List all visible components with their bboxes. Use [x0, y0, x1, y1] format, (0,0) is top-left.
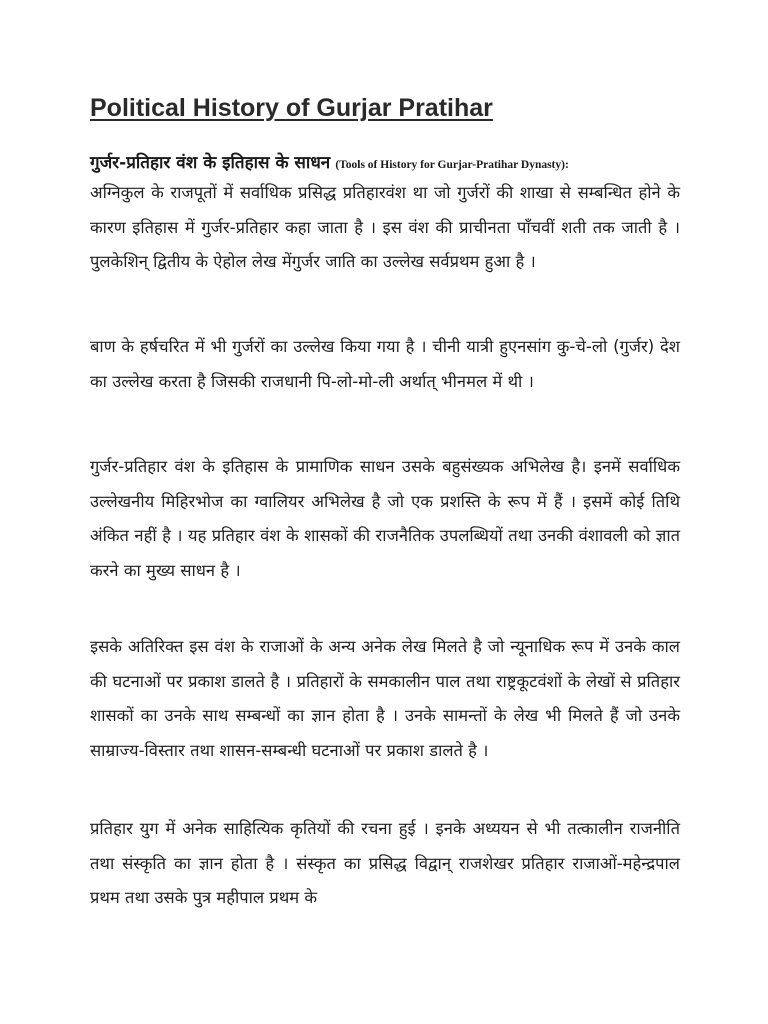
page-title: Political History of Gurjar Pratihar: [90, 94, 493, 122]
paragraph-harshacharita: बाण के हर्षचरित में भी गुर्जरों का उल्लेख किया गया है । चीनी यात्री हुएनसांग कु-चे-लो (गुर्जर) देश का उल्लेख करता है जिसकी राजधानी पि-लो-मो-ली अर्थात् भीनमल में थी ।: [90, 337, 680, 391]
section-heading: [90, 150, 690, 173]
paragraph-inscriptions: गुर्जर-प्रतिहार वंश के इतिहास के प्रामाणिक साधन उसके बहुसंख्यक अभिलेख है। इनमें सर्वाधिक उल्लेखनीय मिहिरभोज का ग्वालियर अभिलेख है जो एक प्रशस्ति के रूप में हैं । इसमें कोई तिथि अंकित नहीं है । यह प्रतिहार वंश के शासकों की राजनैतिक उपलब्धियों तथा उनकी वंशावली को ज्ञात करने का मुख्य साधन है ।: [90, 457, 680, 580]
paragraph-origin: अग्निकुल के राजपूतों में सर्वाधिक प्रसिद्ध प्रतिहारवंश था जो गुर्जरों की शाखा से सम्बन्धित होने के कारण इतिहास में गुर्जर-प्रतिहार कहा जाता है । इस वंश की प्राचीनता पाँचवीं शती तक जाती है । पुलकेशिन् द्वितीय के ऐहोल लेख मेंगुर्जर जाति का उल्लेख सर्वप्रथम हुआ है ।: [90, 183, 680, 271]
paragraph-literature: प्रतिहार युग में अनेक साहित्यिक कृतियों की रचना हुई । इनके अध्ययन से भी तत्कालीन राजनीति तथा संस्कृति का ज्ञान होता है । संस्कृत का प्रसिद्ध विद्वान् राजशेखर प्रतिहार राजाओं-महेन्द्रपाल प्रथम तथा उसके पुत्र महीपाल प्रथम के: [90, 819, 680, 907]
section-heading-hindi: गुर्जर-प्रतिहार वंश के इतिहास के साधन: [90, 153, 331, 173]
paragraph-other-records: इसके अतिरिक्त इस वंश के राजाओं के अन्य अनेक लेख मिलते है जो न्यूनाधिक रूप में उनके काल की घटनाओं पर प्रकाश डालते है । प्रतिहारों के समकालीन पाल तथा राष्ट्रकूटवंशों के लेखों से प्रतिहार शासकों का उनके साथ सम्बन्धों का ज्ञान होता है । उनके सामन्तों के लेख भी मिलते हैं जो उनके साम्राज्य-विस्तार तथा शासन-सम्बन्धी घटनाओं पर प्रकाश डालते है ।: [90, 637, 680, 760]
section-heading-english: (Tools of History for Gurjar-Pratihar Dynasty):: [335, 159, 569, 171]
